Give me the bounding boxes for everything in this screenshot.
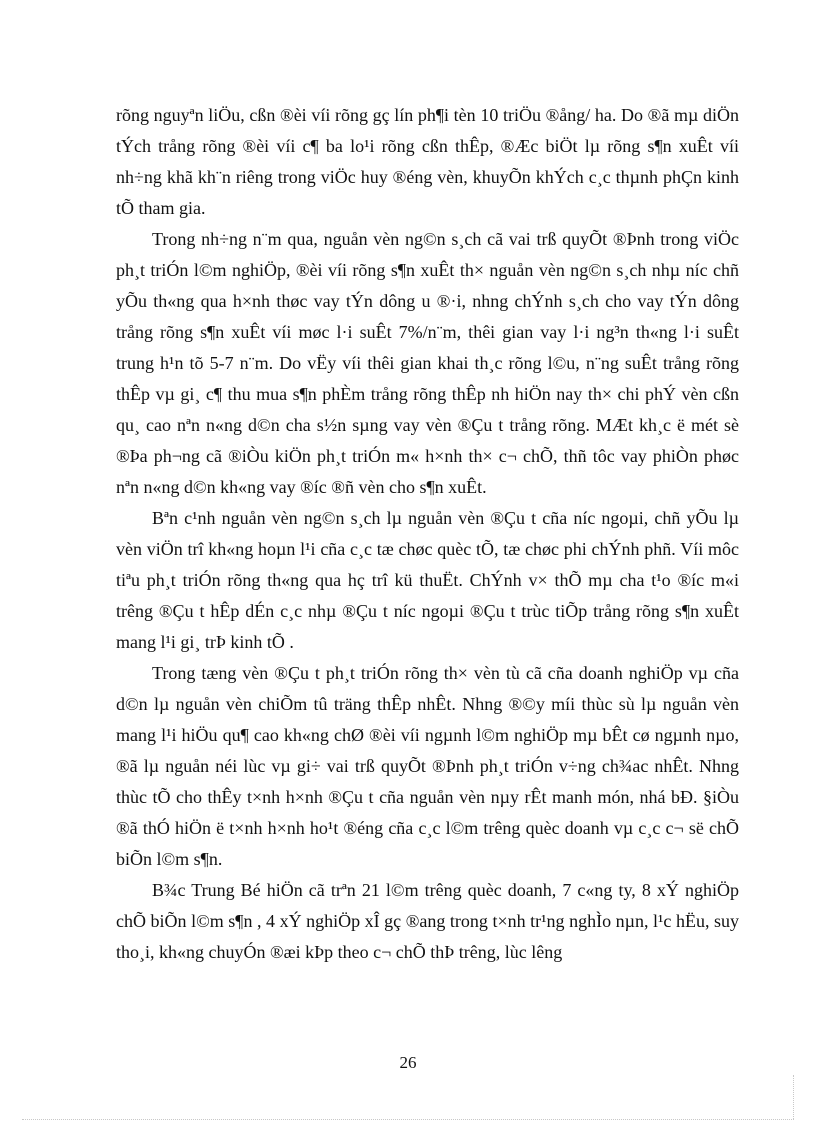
page-border-bottom [22,1119,794,1120]
page-number: 26 [399,1053,417,1072]
paragraph-4: Trong tæng vèn ®Çu t ph¸t triÓn rõng th× vèn tù cã cña doanh nghiÖp vµ cña d©n lµ nguån vèn chiÕm tû träng thÊp nhÊt. Nhng ®©y míi thùc sù lµ nguån vèn mang l¹i hiÖu qu¶ cao kh«ng chØ ®èi víi ngµnh l©m nghiÖp mµ bÊt cø ngµnh nµo, ®ã lµ nguån néi lùc vµ gi÷ vai trß quyÕt ®Þnh ph¸t triÓn v÷ng ch¾ac nhÊt. Nhng thùc tÕ cho thÊy t×nh h×nh ®Çu t cña nguån vèn nµy rÊt manh món, nhá bÐ. §iÒu ®ã thÓ hiÖn ë t×nh h×nh ho¹t ®éng cña c¸c l©m trêng quèc doanh vµ c¸c c¬ së chÕ biÕn l©m s¶n. [116,663,739,869]
page-border-right [793,1075,794,1119]
paragraph-2: Trong nh÷ng n¨m qua, nguån vèn ng©n s¸ch cã vai trß quyÕt ®Þnh trong viÖc ph¸t triÓn l©m nghiÖp, ®èi víi rõng s¶n xuÊt th× nguån vèn ng©n s¸ch nhµ níc chñ yÕu th«ng qua h×nh thøc vay tÝn dông u ®·i, nhng chÝnh s¸ch cho vay tÝn dông trång rõng s¶n xuÊt víi møc l·i suÊt 7%/n¨m, thêi gian vay l·i ng³n th«ng l·i suÊt trung h¹n tõ 5-7 n¨m. Do vËy víi thêi gian khai th¸c rõng l©u, n¨ng suÊt trång rõng thÊp vµ gi¸ c¶ thu mua s¶n phÈm trång rõng thÊp nh hiÖn nay th× chi phÝ vèn cßn qu¸ cao nªn n«ng d©n cha s½n sµng vay vèn ®Çu t trång rõng. MÆt kh¸c ë mét sè ®Þa ph¬ng cã ®iÒu kiÖn ph¸t triÓn m« h×nh th× c¬ chÕ, thñ tôc vay phiÒn phøc nªn n«ng d©n kh«ng vay ®íc ®ñ vèn cho s¶n xuÊt. [116,229,739,497]
body-text [116,100,739,968]
paragraph-1: rõng nguyªn liÖu, cßn ®èi víi rõng gç lín ph¶i tèn 10 triÖu ®ång/ ha. Do ®ã mµ diÖn tÝch trång rõng ®èi víi c¶ ba lo¹i rõng cßn thÊp, ®Æc biÖt lµ rõng s¶n xuÊt víi nh÷ng khã kh¨n riêng trong viÖc huy ®éng vèn, khuyÕn khÝch c¸c thµnh phÇn kinh tÕ tham gia. [116,105,739,218]
paragraph-5: B¾c Trung Bé hiÖn cã trªn 21 l©m trêng quèc doanh, 7 c«ng ty, 8 xÝ nghiÖp chÕ biÕn l©m s¶n , 4 xÝ nghiÖp xÎ gç ®ang trong t×nh tr¹ng nghÌo nµn, l¹c hËu, suy tho¸i, kh«ng chuyÓn ®æi kÞp theo c¬ chÕ thÞ trêng, lùc lêng [116,880,739,962]
paragraph-3: Bªn c¹nh nguån vèn ng©n s¸ch lµ nguån vèn ®Çu t cña níc ngoµi, chñ yÕu lµ vèn viÖn trî kh«ng hoµn l¹i cña c¸c tæ chøc quèc tÕ, tæ chøc phi chÝnh phñ. Víi môc tiªu ph¸t triÓn rõng th«ng qua hç trî kü thuËt. ChÝnh v× thÕ mµ cha t¹o ®íc m«i trêng ®Çu t hÊp dÉn c¸c nhµ ®Çu t níc ngoµi ®Çu t trùc tiÕp trång rõng s¶n xuÊt mang l¹i gi¸ trÞ kinh tÕ . [116,508,739,652]
